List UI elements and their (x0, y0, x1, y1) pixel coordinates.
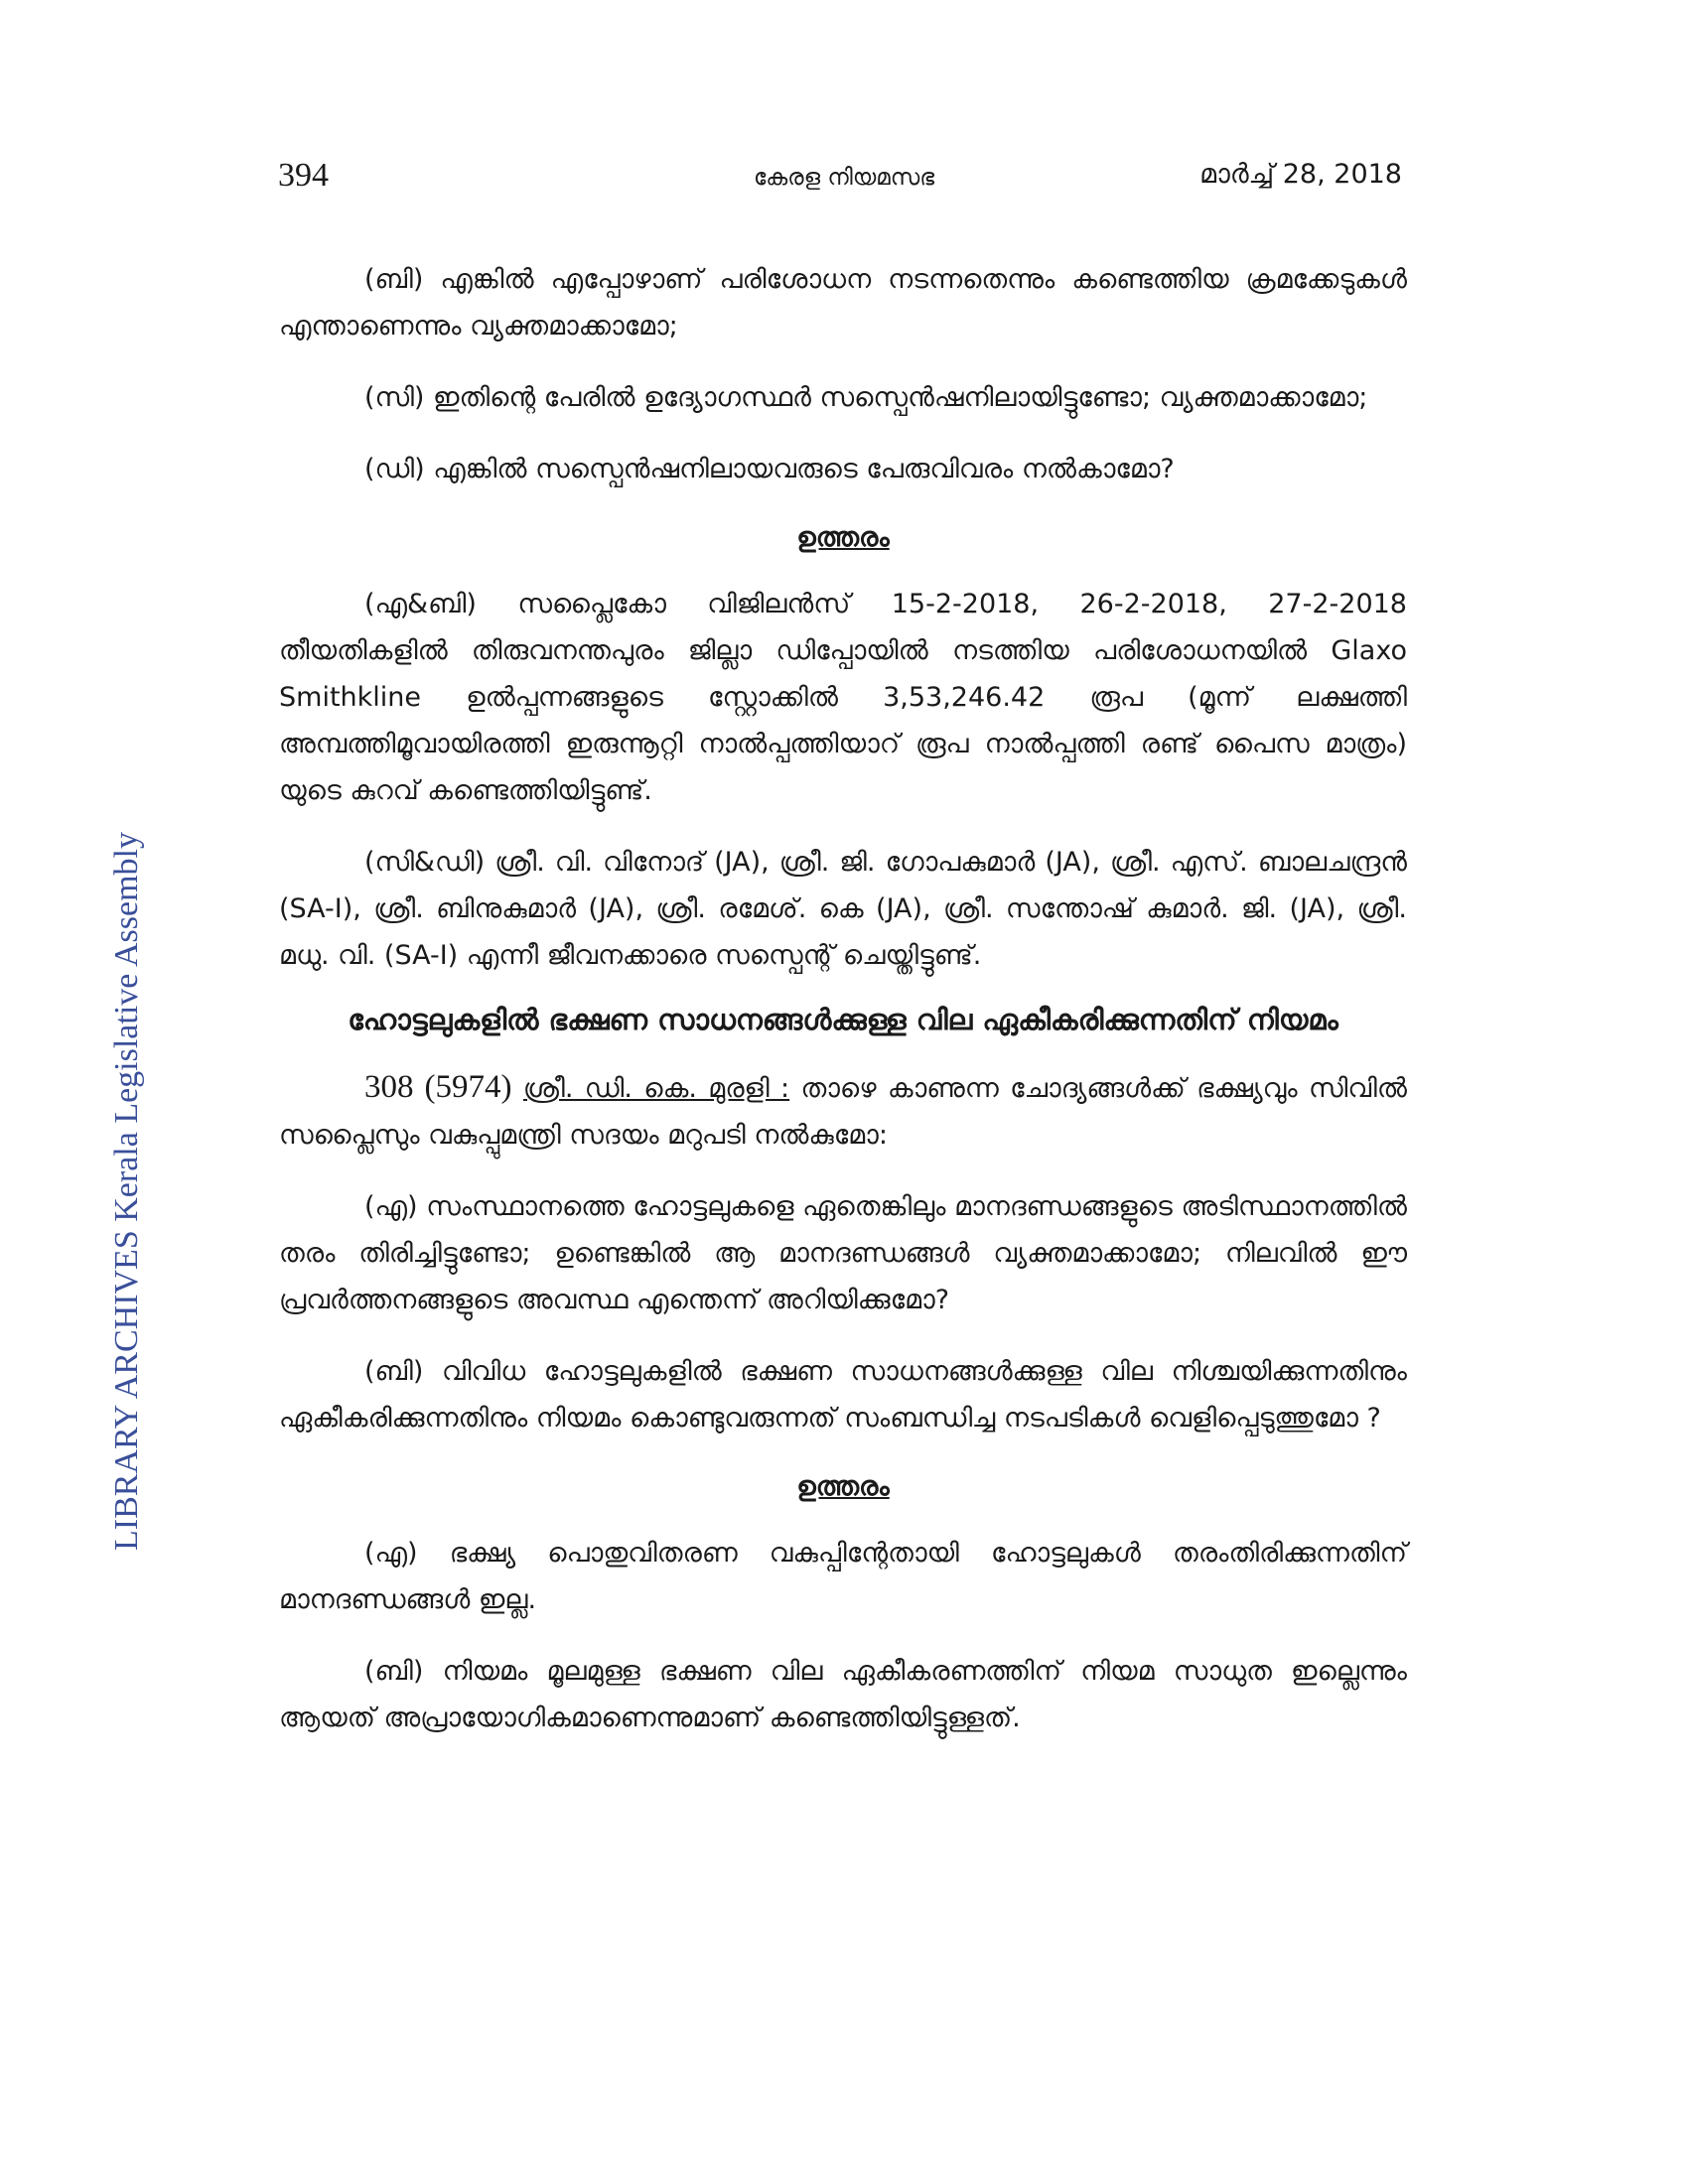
question-intro (279, 1064, 1407, 1159)
watermark-text: LIBRARY ARCHIVES Kerala Legislative Assembly (108, 831, 145, 1552)
prev-question-b: (ബി) എങ്കിൽ എപ്പോഴാണ് പരിശോധന നടന്നതെന്നും കണ്ടെത്തിയ ക്രമക്കേടുകൾ എന്താണെന്നും വ്യക്തമാക്കാമോ; (279, 264, 1407, 341)
question-title: ഹോട്ടലുകളിൽ ഭക്ഷണ സാധനങ്ങൾക്കുള്ള വില ഏകീകരിക്കുന്നതിന് നിയമം (348, 1003, 1338, 1036)
prev-answer-ab: (എ&ബി) സപ്ലൈകോ വിജിലൻസ് 15-2-2018, 26-2-2018, 27-2-2018 തീയതികളിൽ തിരുവനന്തപുരം ജില്ലാ ഡിപ്പോയിൽ നടത്തിയ പരിശോധനയിൽ Glaxo Smithkline ഉൽപ്പന്നങ്ങളുടെ സ്റ്റോക്കിൽ 3,53,246.42 രൂപ (മൂന്ന് ലക്ഷത്തി അമ്പത്തിമൂവായിരത്തി ഇരുന്നൂറ്റി നാൽപ്പത്തിയാറ് രൂപ നാൽപ്പത്തി രണ്ട് പൈസ മാത്രം) യുടെ കുറവ് കണ്ടെത്തിയിട്ടുണ്ട്. (279, 589, 1407, 806)
answer-heading-2: ഉത്തരം (796, 1471, 890, 1502)
prev-answer-cd: (സി&ഡി) ശ്രീ. വി. വിനോദ് (JA), ശ്രീ. ജി. ഗോപകുമാർ (JA), ശ്രീ. എസ്. ബാലചന്ദ്രൻ (SA-I), ശ്രീ. ബിനുകുമാർ (JA), ശ്രീ. രമേശ്. കെ (JA), ശ്രീ. സന്തോഷ് കുമാർ. ജി. (JA), ശ്രീ. മധു. വി. (SA-I) എന്നീ ജീവനക്കാരെ സസ്പെന്റ് ചെയ്തിട്ടുണ്ട്. (279, 847, 1407, 971)
answer-heading: ഉത്തരം (796, 522, 890, 553)
page-header-date: മാർച്ച് 28, 2018 (1199, 159, 1402, 190)
answer-b: (ബി) നിയമം മൂലമുള്ള ഭക്ഷണ വില ഏകീകരണത്തിന് നിയമ സാധുത ഇല്ലെന്നും ആയത് അപ്രായോഗികമാണെന്നുമാണ് കണ്ടെത്തിയിട്ടുള്ളത്. (279, 1656, 1407, 1733)
page-number: 394 (278, 157, 329, 194)
prev-question-c: (സി) ഇതിന്റെ പേരിൽ ഉദ്യോഗസ്ഥർ സസ്പെൻഷനിലായിട്ടുണ്ടോ; വ്യക്തമാക്കാമോ; (364, 382, 1368, 413)
member-name: ശ്രീ. ഡി. കെ. മുരളി : (522, 1073, 790, 1104)
page-header-title: കേരള നിയമസഭ (753, 165, 935, 191)
question-intro-text: താഴെ കാണുന്ന ചോദ്യങ്ങൾക്ക് ഭക്ഷ്യവും സിവിൽ സപ്ലൈസും വകുപ്പുമന്ത്രി സദയം മറുപടി നൽകുമോ: (279, 1073, 1407, 1151)
question-a: (എ) സംസ്ഥാനത്തെ ഹോട്ടലുകളെ ഏതെങ്കിലും മാനദണ്ഡങ്ങളുടെ അടിസ്ഥാനത്തിൽ തരം തിരിച്ചിട്ടുണ്ടോ; ഉണ്ടെങ്കിൽ ആ മാനദണ്ഡങ്ങൾ വ്യക്തമാക്കാമോ; നിലവിൽ ഈ പ്രവർത്തനങ്ങളുടെ അവസ്ഥ എന്തെന്ന് അറിയിക്കുമോ? (279, 1191, 1407, 1315)
prev-question-d: (ഡി) എങ്കിൽ സസ്പെൻഷനിലായവരുടെ പേരുവിവരം നൽകാമോ? (364, 454, 1175, 484)
question-number: 308 (5974) (364, 1069, 512, 1105)
answer-a: (എ) ഭക്ഷ്യ പൊതുവിതരണ വകുപ്പിന്റേതായി ഹോട്ടലുകൾ തരംതിരിക്കുന്നതിന് മാനദണ്ഡങ്ങൾ ഇല്ല. (279, 1538, 1407, 1615)
question-b: (ബി) വിവിധ ഹോട്ടലുകളിൽ ഭക്ഷണ സാധനങ്ങൾക്കുള്ള വില നിശ്ചയിക്കുന്നതിനും ഏകീകരിക്കുന്നതിനും നിയമം കൊണ്ടുവരുന്നത് സംബന്ധിച്ച നടപടികൾ വെളിപ്പെടുത്തുമോ ? (279, 1356, 1407, 1433)
document-body (279, 256, 1407, 1766)
